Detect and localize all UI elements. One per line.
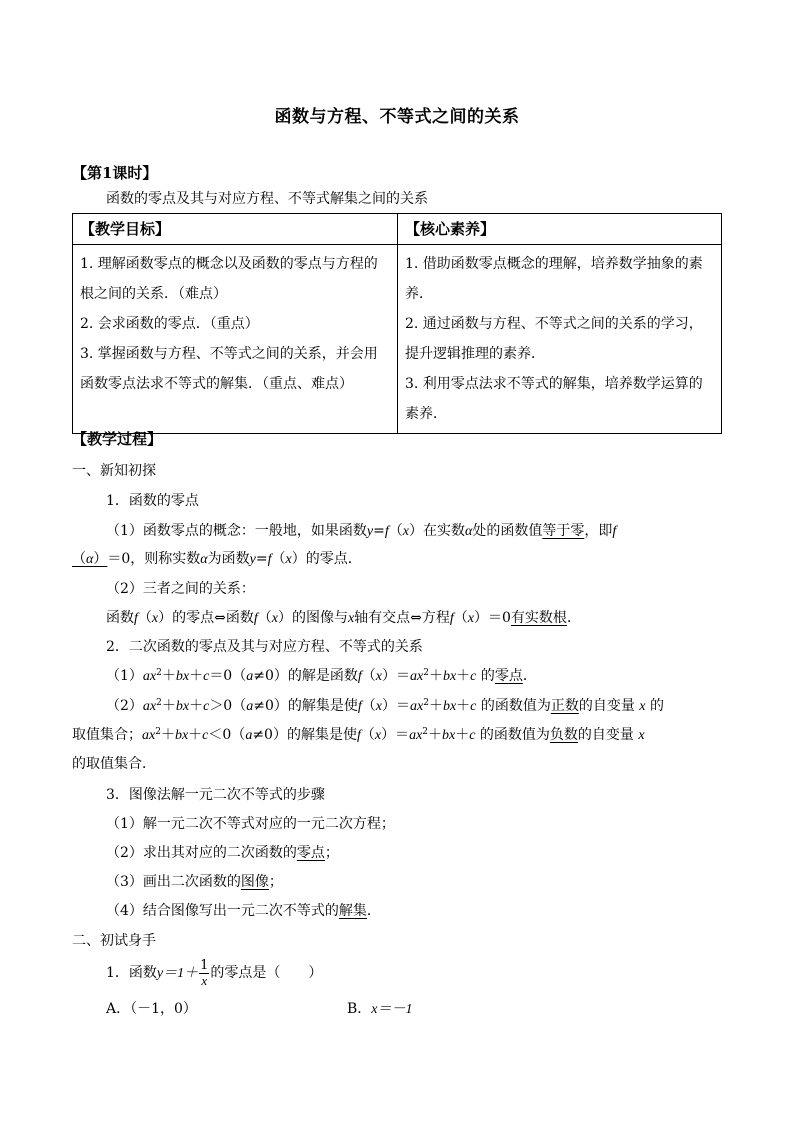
s1-title: 1．函数的零点 <box>106 493 199 509</box>
page-title: 函数与方程、不等式之间的关系 <box>274 107 520 127</box>
s2-p1: $(1)ax^2+bx+c=0(a\ne 0)$的解是函数$f(x)=ax^2+bx+c$ 的零点． <box>106 668 537 684</box>
s3-step2: （2）求出其对应的二次函数的零点； <box>106 845 339 861</box>
goal-item: 1. 理解函数零点的概念以及函数的零点与方程的根之间的关系．（难点） <box>80 256 378 302</box>
literacy-item: 1. 借助函数零点概念的理解，培养数学抽象的素养． <box>405 256 703 302</box>
s3-step4: （4）结合图像写出一元二次不等式的解集． <box>106 903 381 919</box>
option-a: A．（－1，0） <box>106 1001 197 1017</box>
s1-p2: （2）三者之间的关系： <box>106 581 255 597</box>
process-heading: 【教学过程】 <box>72 430 163 448</box>
lesson-subtitle: 函数的零点及其与对应方程、不等式解集之间的关系 <box>106 191 428 207</box>
goals-header: 【教学目标】 <box>73 214 398 245</box>
s2-p2: $(2)ax^2+bx+c>0(a\ne 0)$的解集是使$f(x)=ax^2+bx+c$ 的函数值为正数的自变量 x 的 <box>106 698 664 714</box>
literacy-header: 【核心素养】 <box>398 214 722 245</box>
goal-item: 3. 掌握函数与方程、不等式之间的关系，并会用函数零点法求不等式的解集．（重点、难点） <box>80 346 378 392</box>
s1-p1-cont: （α）＝0，则称实数α为函数y=f（x）的零点． <box>72 551 362 567</box>
s3-title: 3．图像法解一元二次不等式的步骤 <box>106 787 325 803</box>
question-1: 1．函数y＝1＋ $\frac{1}{x}$ 的零点是（ ） <box>106 957 323 988</box>
literacy-item: 3. 利用零点法求不等式的解集，培养数学运算的素养． <box>405 376 703 422</box>
s2-p2-end: 的取值集合． <box>72 756 156 772</box>
s2-title: 2．二次函数的零点及其与对应方程、不等式的关系 <box>106 639 423 655</box>
s3-step1: （1）解一元二次不等式对应的一元二次方程； <box>106 816 395 832</box>
literacy-cell <box>398 245 722 434</box>
goal-item: 2. 会求函数的零点．（重点） <box>80 316 259 332</box>
part2-heading: 二、初试身手 <box>72 933 156 949</box>
goals-cell <box>73 245 398 434</box>
s2-p2-cont: 取值集合；$ax^2+bx+c<0(a\ne 0)$的解集是使$f(x)=ax^2+bx+c$ 的函数值为负数的自变量 x <box>72 727 645 743</box>
s3-step3: （3）画出二次函数的图像； <box>106 874 283 890</box>
s1-p3: 函数f（x）的零点⇔函数f（x）的图像与x轴有交点⇔方程f（x）＝0有实数根． <box>106 610 581 626</box>
part1-heading: 一、新知初探 <box>72 463 156 479</box>
lesson-heading: 【第1课时】 <box>72 164 158 182</box>
objectives-table <box>72 213 722 434</box>
option-b: B．x＝－1 <box>347 1001 413 1017</box>
s1-p1: （1）函数零点的概念：一般地，如果函数y=f（x）在实数α处的函数值等于零，即f <box>106 523 617 539</box>
literacy-item: 2. 通过函数与方程、不等式之间的关系的学习，提升逻辑推理的素养． <box>405 316 703 362</box>
fraction: $\frac{1}{x}$ <box>200 957 209 988</box>
